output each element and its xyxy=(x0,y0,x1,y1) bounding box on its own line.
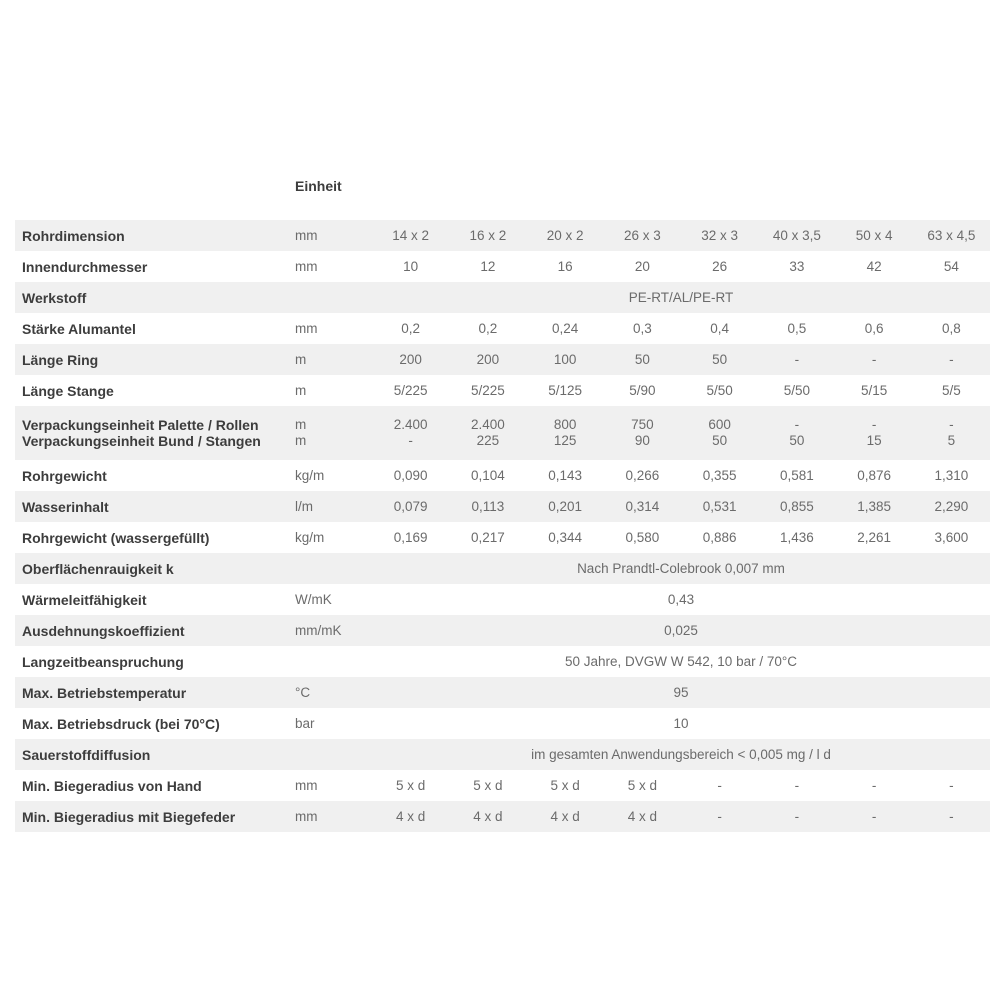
cell-value: 0,2 xyxy=(401,321,421,336)
cell-value-line: 50 xyxy=(712,433,728,448)
cell-value: 0,6 xyxy=(864,321,884,336)
cell-value-line: 90 xyxy=(634,433,650,448)
cell-value-line: - xyxy=(871,417,877,432)
cell-value: 0,580 xyxy=(625,530,660,545)
row-span-value: 10 xyxy=(673,716,689,731)
cell-value: 5 x d xyxy=(395,778,426,793)
table-row xyxy=(15,770,990,801)
cell-value: 5/5 xyxy=(941,383,961,398)
row-label: Sauerstoffdiffusion xyxy=(15,739,295,770)
cell-value: 0,3 xyxy=(632,321,652,336)
cell-value: 0,24 xyxy=(551,321,579,336)
cell-value: 0,104 xyxy=(470,468,505,483)
cell-value: 0,143 xyxy=(548,468,583,483)
row-unit: kg/m xyxy=(295,468,325,483)
cell-value: 0,5 xyxy=(787,321,807,336)
row-span-value: im gesamten Anwendungsbereich < 0,005 mg / l d xyxy=(372,739,990,770)
cell-value: 4 x d xyxy=(449,801,526,832)
table-row xyxy=(15,584,990,615)
row-label: Wärmeleitfähigkeit xyxy=(22,591,147,608)
cell-value-line: - xyxy=(408,433,413,448)
cell-value: - xyxy=(836,801,913,832)
row-label: Max. Betriebsdruck (bei 70°C) xyxy=(22,715,220,732)
cell-value: 1,310 xyxy=(934,468,969,483)
row-span-value: 0,43 xyxy=(667,592,695,607)
row-label: Innendurchmesser xyxy=(22,258,148,275)
cell-value: 26 xyxy=(712,259,728,274)
cell-value-line: 800 xyxy=(553,417,577,432)
row-unit-line: m xyxy=(295,433,307,448)
table-row xyxy=(15,220,990,251)
cell-value: 100 xyxy=(527,344,604,375)
cell-value: 200 xyxy=(449,344,526,375)
row-label: Min. Biegeradius mit Biegefeder xyxy=(15,801,295,832)
cell-value: 42 xyxy=(866,259,882,274)
table-row xyxy=(15,801,990,832)
table-row xyxy=(15,406,990,460)
row-unit xyxy=(295,739,372,770)
cell-value: 54 xyxy=(943,259,959,274)
cell-value: - xyxy=(949,778,954,793)
row-label xyxy=(15,406,295,460)
cell-value: 0,169 xyxy=(393,530,428,545)
table-row xyxy=(15,708,990,739)
cell-value xyxy=(913,406,990,460)
row-unit xyxy=(295,646,372,677)
row-unit xyxy=(295,406,372,460)
cell-value: 5/50 xyxy=(783,383,811,398)
row-label: Werkstoff xyxy=(15,282,295,313)
cell-value xyxy=(604,406,681,460)
cell-value: 63 x 4,5 xyxy=(913,220,990,251)
row-label: Ausdehnungskoeffizient xyxy=(15,615,295,646)
cell-value: 0,201 xyxy=(527,491,604,522)
cell-value: 5/50 xyxy=(706,383,733,398)
cell-value: - xyxy=(758,801,835,832)
cell-value: 1,436 xyxy=(779,530,814,545)
cell-value: - xyxy=(871,778,877,793)
row-label: Rohrgewicht xyxy=(22,467,107,484)
cell-value-line: 2.400 xyxy=(470,417,505,432)
row-label: Langzeitbeanspruchung xyxy=(22,653,184,670)
cell-value: - xyxy=(681,801,758,832)
cell-value: 10 xyxy=(403,259,419,274)
cell-value: - xyxy=(913,801,990,832)
row-span-value: 95 xyxy=(372,677,990,708)
table-row xyxy=(15,615,990,646)
cell-value-line: 750 xyxy=(631,417,654,432)
cell-value: 5 x d xyxy=(550,778,580,793)
cell-value: 0,855 xyxy=(758,491,835,522)
row-unit: m xyxy=(295,383,307,398)
cell-value xyxy=(372,406,449,460)
cell-value: 0,886 xyxy=(702,530,737,545)
cell-value-line: 50 xyxy=(789,433,805,448)
cell-value: 5 x d xyxy=(473,778,503,793)
pipe-spec-table xyxy=(15,220,990,832)
row-label: Max. Betriebstemperatur xyxy=(15,677,295,708)
row-span-value: PE-RT/AL/PE-RT xyxy=(372,282,990,313)
table-row xyxy=(15,460,990,491)
row-label: Rohrgewicht (wassergefüllt) xyxy=(22,529,210,546)
cell-value: 4 x d xyxy=(527,801,604,832)
row-label-line: Verpackungseinheit Palette / Rollen xyxy=(22,417,259,433)
table-row xyxy=(15,553,990,584)
cell-value: 5/225 xyxy=(470,383,505,398)
row-unit: mm/mK xyxy=(295,615,372,646)
cell-value: 0,090 xyxy=(393,468,428,483)
cell-value: - xyxy=(717,778,722,793)
row-unit: mm xyxy=(295,801,372,832)
row-label: Stärke Alumantel xyxy=(22,320,136,337)
cell-value-line: 5 xyxy=(947,433,956,448)
cell-value: 0,876 xyxy=(857,468,892,483)
table-row xyxy=(15,677,990,708)
cell-value: 2,290 xyxy=(913,491,990,522)
row-label: Länge Ring xyxy=(15,344,295,375)
row-unit xyxy=(295,553,372,584)
row-unit: mm xyxy=(295,220,372,251)
row-label: Rohrdimension xyxy=(15,220,295,251)
row-label-line: Verpackungseinheit Bund / Stangen xyxy=(22,433,261,449)
cell-value: 5/90 xyxy=(629,383,656,398)
row-unit: mm xyxy=(295,778,318,793)
cell-value: 26 x 3 xyxy=(604,220,681,251)
cell-value: 20 x 2 xyxy=(527,220,604,251)
row-span-value: 0,025 xyxy=(372,615,990,646)
row-unit: kg/m xyxy=(295,530,325,545)
cell-value: 5/225 xyxy=(393,383,428,398)
cell-value: 0,314 xyxy=(604,491,681,522)
cell-value: 33 xyxy=(789,259,805,274)
row-unit: W/mK xyxy=(295,592,332,607)
row-span-value: Nach Prandtl-Colebrook 0,007 mm xyxy=(372,553,990,584)
cell-value-line: 2.400 xyxy=(393,417,428,432)
cell-value: 32 x 3 xyxy=(681,220,758,251)
cell-value: 5 x d xyxy=(627,778,658,793)
cell-value: 4 x d xyxy=(604,801,681,832)
cell-value: 16 x 2 xyxy=(449,220,526,251)
cell-value: 40 x 3,5 xyxy=(758,220,835,251)
cell-value xyxy=(758,406,835,460)
table-row xyxy=(15,491,990,522)
cell-value: 5/125 xyxy=(548,383,583,398)
cell-value: 0,8 xyxy=(941,321,961,336)
row-unit-line: m xyxy=(295,417,307,432)
cell-value: 3,600 xyxy=(934,530,969,545)
row-unit: °C xyxy=(295,677,372,708)
cell-value: 0,4 xyxy=(710,321,730,336)
cell-value xyxy=(836,406,913,460)
cell-value: - xyxy=(836,344,913,375)
table-row xyxy=(15,646,990,677)
row-label: Oberflächenrauigkeit k xyxy=(15,553,295,584)
cell-value-line: - xyxy=(794,417,800,432)
unit-column-header: Einheit xyxy=(295,178,342,194)
cell-value: 1,385 xyxy=(836,491,913,522)
cell-value-line: - xyxy=(949,417,954,432)
row-span-value: 50 Jahre, DVGW W 542, 10 bar / 70°C xyxy=(565,654,797,669)
cell-value: 0,113 xyxy=(449,491,526,522)
cell-value: 5/15 xyxy=(860,383,888,398)
spec-table-body xyxy=(15,220,990,832)
cell-value: 14 x 2 xyxy=(372,220,449,251)
cell-value: 0,2 xyxy=(478,321,498,336)
cell-value: 16 xyxy=(557,259,573,274)
cell-value: 4 x d xyxy=(372,801,449,832)
cell-value: 50 xyxy=(681,344,758,375)
cell-value: 0,581 xyxy=(779,468,814,483)
cell-value: 0,217 xyxy=(470,530,505,545)
table-row xyxy=(15,313,990,344)
table-row xyxy=(15,739,990,770)
table-row xyxy=(15,522,990,553)
cell-value: 20 xyxy=(634,259,650,274)
cell-value-line: 600 xyxy=(708,417,731,432)
cell-value: 0,531 xyxy=(681,491,758,522)
cell-value: 2,261 xyxy=(857,530,892,545)
cell-value-line: 125 xyxy=(553,433,577,448)
cell-value: 0,344 xyxy=(548,530,583,545)
row-label: Länge Stange xyxy=(22,382,114,399)
cell-value-line: 15 xyxy=(866,433,882,448)
row-label: Min. Biegeradius von Hand xyxy=(22,777,202,794)
cell-value: 200 xyxy=(372,344,449,375)
cell-value xyxy=(527,406,604,460)
cell-value: - xyxy=(913,344,990,375)
table-row xyxy=(15,344,990,375)
cell-value: 0,266 xyxy=(625,468,660,483)
cell-value xyxy=(449,406,526,460)
row-unit: l/m xyxy=(295,491,372,522)
row-unit: m xyxy=(295,344,372,375)
cell-value: - xyxy=(794,778,800,793)
cell-value: 0,355 xyxy=(702,468,737,483)
cell-value: 12 xyxy=(480,259,496,274)
cell-value xyxy=(681,406,758,460)
row-unit: mm xyxy=(295,259,318,274)
cell-value: 50 x 4 xyxy=(836,220,913,251)
row-unit xyxy=(295,282,372,313)
cell-value-line: 225 xyxy=(476,433,500,448)
cell-value: 50 xyxy=(604,344,681,375)
row-label: Wasserinhalt xyxy=(15,491,295,522)
cell-value: - xyxy=(758,344,835,375)
row-unit: bar xyxy=(295,716,315,731)
cell-value: 0,079 xyxy=(372,491,449,522)
table-row xyxy=(15,282,990,313)
row-unit: mm xyxy=(295,321,318,336)
table-row xyxy=(15,375,990,406)
table-row xyxy=(15,251,990,282)
